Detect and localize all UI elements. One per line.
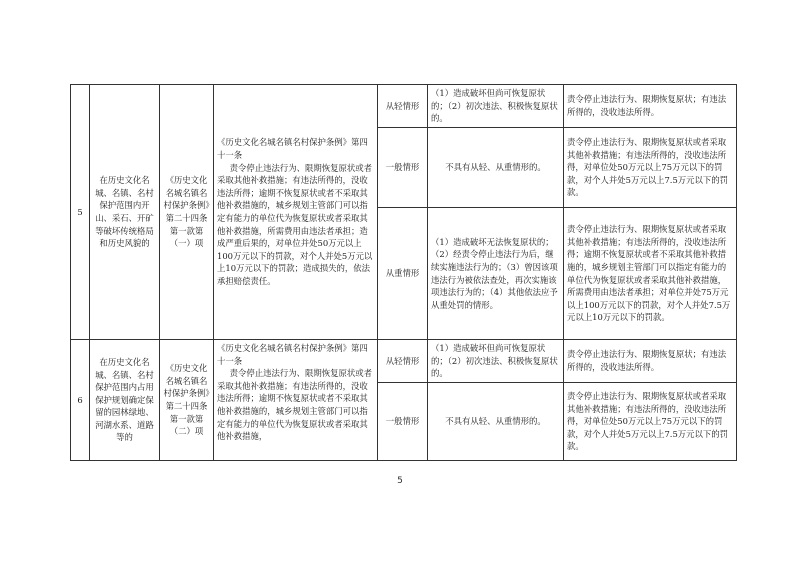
penalty-basis-title: 《历史文化名城名镇名村保护条例》第四十一条 bbox=[217, 137, 368, 161]
penalty-standard: 责令停止违法行为、限期恢复原状；有违法所得的，没收违法所得。 bbox=[564, 85, 737, 128]
penalty-basis bbox=[214, 340, 378, 461]
penalty-basis-body: 责令停止违法行为、限期恢复原状或者采取其他补救措施；有违法所得的，没收违法所得；逾期不恢复原状或者不采取其他补救措施的，城乡规划主管部门可以指定有能力的单位代为恢复原状或者采取其他补救措施，所需费用由违法者承担；造成严重后果的，对单位并处50万元以上100万元以下的罚款，对个人并处5万元以上10万元以下的罚款；造成损失的，依法承担赔偿责任。 bbox=[217, 162, 373, 286]
row-number: 5 bbox=[71, 85, 90, 340]
circumstance-type: 从轻情形 bbox=[378, 340, 428, 383]
table-row bbox=[71, 85, 737, 128]
row-number: 6 bbox=[71, 340, 90, 461]
circumstance-condition: 不具有从轻、从重情形的。 bbox=[428, 128, 564, 208]
violation-name: 在历史文化名城、名镇、名村保护范围内开山、采石、开矿等破坏传统格局和历史风貌的 bbox=[90, 85, 160, 340]
penalty-standard: 责令停止违法行为、限期恢复原状或者采取其他补救措施；有违法所得的，没收违法所得，对单位处50万元以上75万元以下的罚款，对个人并处5万元以上7.5万元以下的罚款。 bbox=[564, 128, 737, 208]
circumstance-type: 一般情形 bbox=[378, 383, 428, 461]
penalty-standards-table bbox=[70, 84, 737, 461]
penalty-standard: 责令停止违法行为、限期恢复原状或者采取其他补救措施；有违法所得的，没收违法所得，对单位处50万元以上75万元以下的罚款，对个人并处5万元以上7.5万元以下的罚款。 bbox=[564, 383, 737, 461]
circumstance-condition: 不具有从轻、从重情形的。 bbox=[428, 383, 564, 461]
circumstance-type: 从轻情形 bbox=[378, 85, 428, 128]
circumstance-condition: （1）造成破坏但尚可恢复原状的；（2）初次违法、积极恢复原状的。 bbox=[428, 85, 564, 128]
circumstance-condition: （1）造成破坏无法恢复原状的；（2）经责令停止违法行为后，继续实施违法行为的；（3）曾因该项违法行为被依法查处，再次实施该项违法行为的；（4）其他依法应予从重处罚的情形。 bbox=[428, 208, 564, 340]
penalty-basis-title: 《历史文化名城名镇名村保护条例》第四十一条 bbox=[217, 343, 368, 366]
penalty-basis bbox=[214, 85, 378, 340]
penalty-standard: 责令停止违法行为、限期恢复原状或者采取其他补救措施；有违法所得的，没收违法所得；逾期不恢复原状或者不采取其他补救措施的，城乡规划主管部门可以指定有能力的单位代为恢复原状或者采取其他补救措施，所需费用由违法者承担；对单位并处75万元以上100万元以下的罚款，对个人并处7.5万元以上10万元以下的罚款。 bbox=[564, 208, 737, 340]
table-row bbox=[71, 340, 737, 383]
violation-name: 在历史文化名城、名镇、名村保护范围内占用保护规划确定保留的园林绿地、河湖水系、道路等的 bbox=[90, 340, 160, 461]
violation-basis: 《历史文化名城名镇名村保护条例》第二十四条第一款第（二）项 bbox=[160, 340, 214, 461]
violation-basis: 《历史文化名城名镇名村保护条例》第二十四条第一款第（一）项 bbox=[160, 85, 214, 340]
circumstance-condition: （1）造成破坏但尚可恢复原状的；（2）初次违法、积极恢复原状的。 bbox=[428, 340, 564, 383]
penalty-standard: 责令停止违法行为、限期恢复原状；有违法所得的，没收违法所得。 bbox=[564, 340, 737, 383]
circumstance-type: 一般情形 bbox=[378, 128, 428, 208]
page-number: 5 bbox=[397, 476, 403, 486]
penalty-basis-body: 责令停止违法行为、限期恢复原状或者采取其他补救措施；有违法所得的，没收违法所得；逾期不恢复原状或者不采取其他补救措施的，城乡规划主管部门可以指定有能力的单位代为恢复原状或者采取其他补救措施， bbox=[217, 368, 372, 442]
circumstance-type: 从重情形 bbox=[378, 208, 428, 340]
